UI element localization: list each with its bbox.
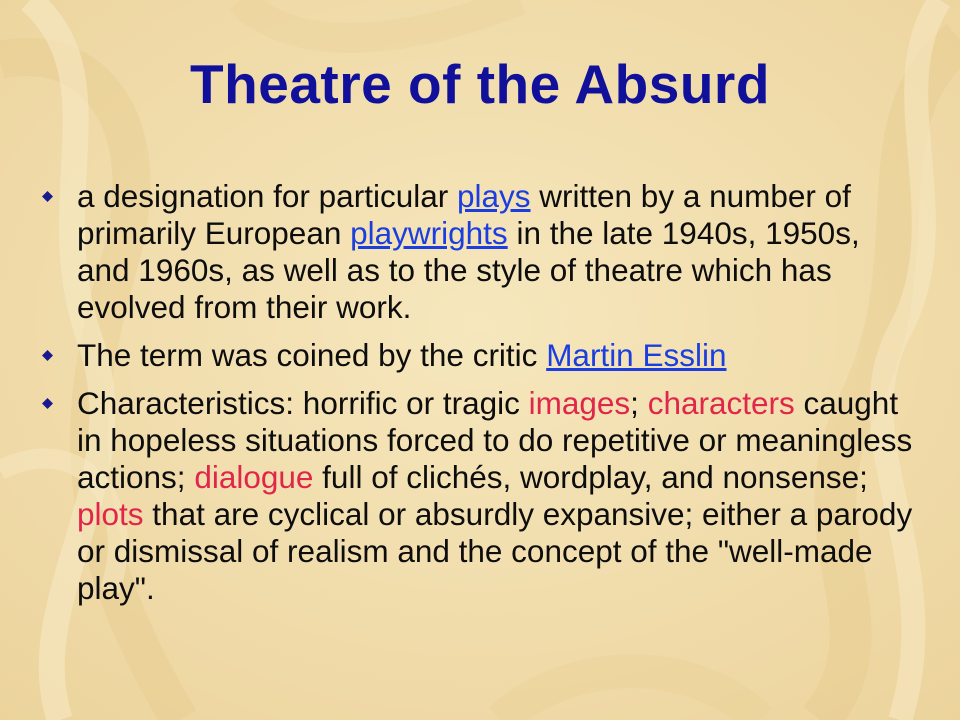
bullet-list xyxy=(40,178,920,618)
bullet-text: a designation for particular xyxy=(77,178,457,214)
plays-link[interactable]: plays xyxy=(456,178,531,214)
slide-title: Theatre of the Absurd xyxy=(190,53,770,115)
highlight-images: images xyxy=(528,385,631,421)
diamond-bullet-icon xyxy=(42,398,53,409)
bullet-item-designation xyxy=(40,178,920,326)
diamond-bullet-icon xyxy=(42,350,53,361)
playwrights-link[interactable]: playwrights xyxy=(350,215,508,251)
highlight-plots: plots xyxy=(77,496,144,532)
bullet-text: full of clichés, wordplay, and nonsense; xyxy=(313,459,868,495)
bullet-text: Characteristics: horrific or tragic xyxy=(77,385,529,421)
bullet-item-characteristics xyxy=(40,385,920,607)
bullet-item-term xyxy=(40,337,920,374)
highlight-characters: characters xyxy=(647,385,795,421)
highlight-dialogue: dialogue xyxy=(194,459,314,495)
bullet-text: ; xyxy=(630,385,648,421)
diamond-bullet-icon xyxy=(42,191,53,202)
bullet-text: The term was coined by the critic xyxy=(77,337,547,373)
bullet-text: that are cyclical or absurdly expansive; either a parody or dismissal of realism and the concept of the "well-made play". xyxy=(77,496,913,606)
bullet-text: caught in hopeless situations forced to do repetitive or meaningless actions; xyxy=(77,385,913,495)
martin-esslin-link[interactable]: Martin Esslin xyxy=(546,337,727,373)
bullet-text: written by a number of primarily European xyxy=(77,178,851,251)
bullet-text: in the late 1940s, 1950s, and 1960s, as well as to the style of theatre which has evolved from their work. xyxy=(77,215,860,325)
